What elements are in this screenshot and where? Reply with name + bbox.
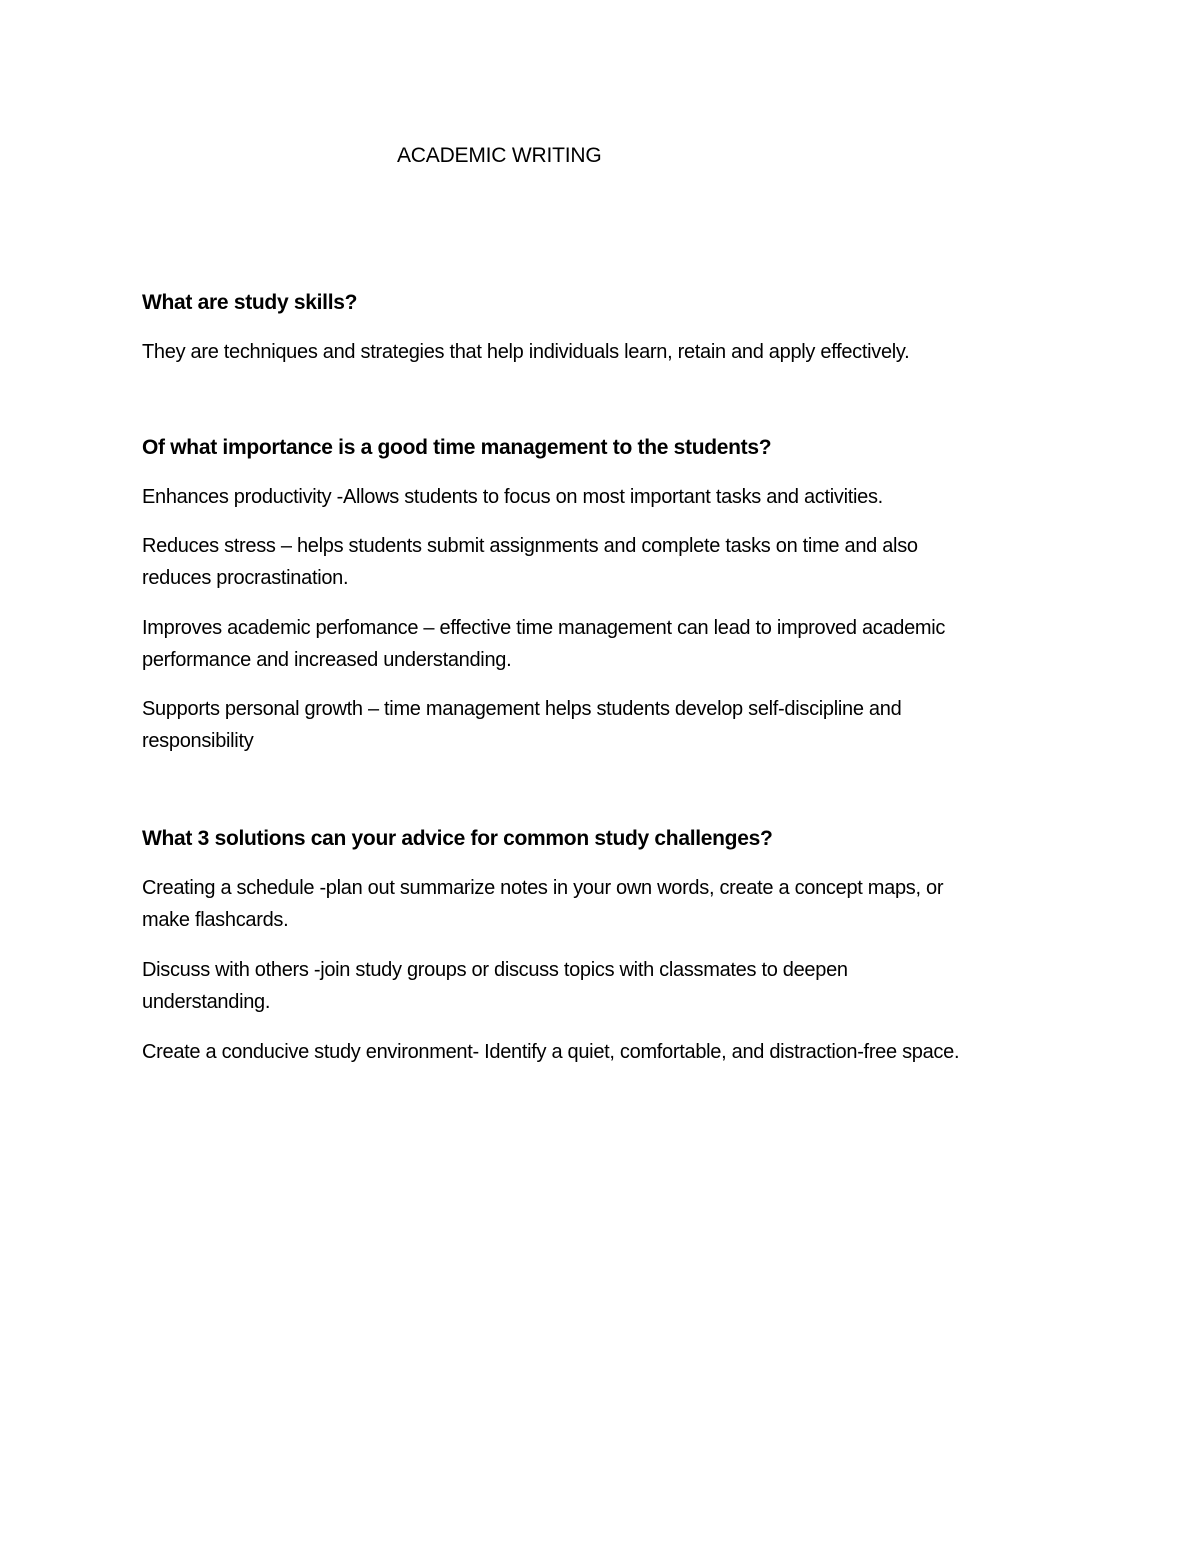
paragraph-line: Improves academic perfomance – effective time management can lead to improved academic: [142, 617, 946, 639]
paragraph-discuss-with-others: [142, 954, 1082, 1018]
paragraph-line: Enhances productivity -Allows students to focus on most important tasks and activities.: [142, 486, 883, 508]
paragraph-line: performance and increased understanding.: [142, 649, 512, 671]
paragraph-line: They are techniques and strategies that help individuals learn, retain and apply effectively.: [142, 341, 910, 363]
paragraph-personal-growth: [142, 693, 1082, 757]
paragraph-line: Create a conducive study environment- Identify a quiet, comfortable, and distraction-free space.: [142, 1041, 960, 1063]
document-title: ACADEMIC WRITING: [397, 144, 602, 167]
paragraph-reduces-stress: [142, 530, 1082, 594]
paragraph-line: make flashcards.: [142, 909, 289, 931]
paragraph-creating-schedule: [142, 872, 1082, 936]
paragraph-line: responsibility: [142, 730, 254, 752]
paragraph-line: reduces procrastination.: [142, 567, 349, 589]
paragraph-study-environment: [142, 1036, 1082, 1068]
paragraph-study-skills-definition: [142, 336, 1082, 368]
section-heading-study-challenges: What 3 solutions can your advice for common study challenges?: [142, 827, 773, 850]
paragraph-improves-performance: [142, 612, 1082, 676]
paragraph-line: Supports personal growth – time management helps students develop self-discipline and: [142, 698, 902, 720]
section-heading-time-management: Of what importance is a good time management to the students?: [142, 436, 772, 459]
paragraph-enhances-productivity: [142, 481, 1082, 513]
section-heading-study-skills: What are study skills?: [142, 291, 358, 314]
paragraph-line: Creating a schedule -plan out summarize notes in your own words, create a concept maps, or: [142, 877, 944, 899]
paragraph-line: Discuss with others -join study groups or discuss topics with classmates to deepen: [142, 959, 848, 981]
paragraph-line: understanding.: [142, 991, 271, 1013]
paragraph-line: Reduces stress – helps students submit assignments and complete tasks on time and also: [142, 535, 918, 557]
